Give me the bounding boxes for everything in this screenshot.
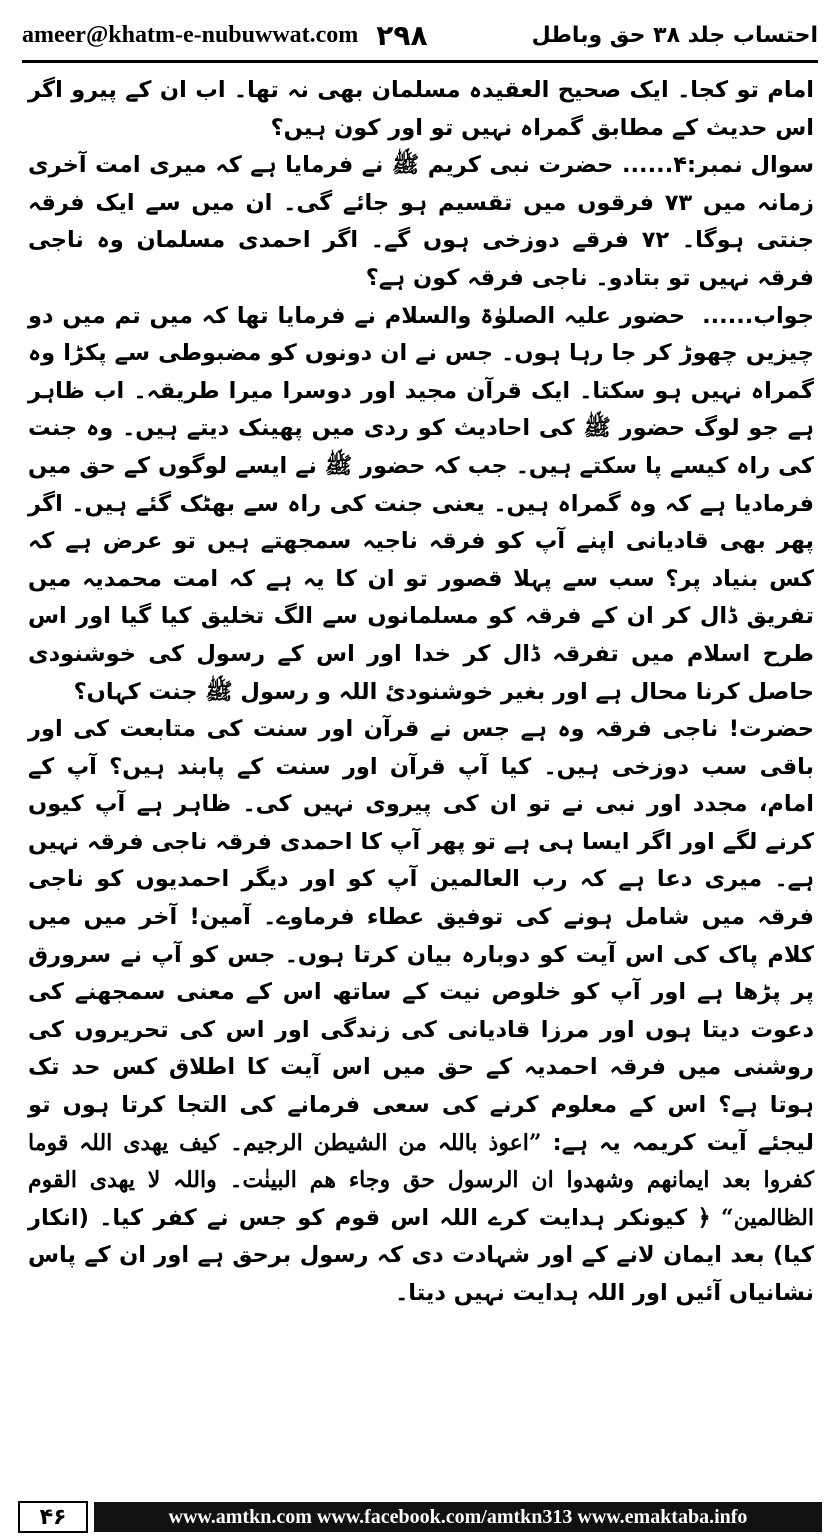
answer-text: حضور علیہ الصلوٰۃ والسلام نے فرمایا تھا کہ میں تم میں دو چیزیں چھوڑ کر جا رہا ہوں۔ جس نے ان دونوں کو مضبوطی سے پکڑا وہ گمراہ نہیں ہو سکتا۔ ایک قرآن مجید اور دوسرا میرا طریقہ۔ اب ظاہر ہے جو لوگ حضور ﷺ کی احادیث کو ردی میں پھینک دیتے ہیں۔ وہ جنت کی راہ کیسے پا سکتے ہیں۔ جب کہ حضور ﷺ نے ایسے لوگوں کے حق میں فرمادیا ہے کہ وہ گمراہ ہیں۔ یعنی جنت کی راہ سے بھٹک گئے ہیں۔ اگر پھر بھی قادیانی اپنے آپ کو فرقہ ناجیہ سمجھتے ہیں تو عرض ہے کہ کس بنیاد پر؟ سب سے پہلا قصور تو ان کا یہ ہے کہ امت محمدیہ میں تفریق ڈال کر ان کے فرقہ کو مسلمانوں سے الگ تخلیق کیا گیا اور اس طرح اسلام میں تفرقہ ڈال کر خدا اور اس کے رسول کی خوشنودی حاصل کرنا محال ہے اور بغیر خوشنودیٔ اللہ و رسول ﷺ جنت کہاں؟ bbox=[28, 302, 814, 705]
header-book-title: احتساب جلد ۳۸ حق وباطل bbox=[531, 22, 818, 48]
header-email: ameer@khatm-e-nubuwwat.com bbox=[22, 21, 359, 48]
page-footer bbox=[18, 1500, 822, 1534]
paragraph-4-text: حضرت! ناجی فرقہ وہ ہے جس نے قرآن اور سنت کی متابعت کی اور باقی سب دوزخی ہیں۔ کیا آپ قرآن اور سنت کے پابند ہیں؟ آپ کے امام، مجدد اور نبی نے تو ان کی پیروی نہیں کی۔ ظاہر ہے آپ کیوں کرنے لگے اور اگر ایسا ہی ہے تو پھر آپ کا احمدی فرقہ ناجی فرقہ نہیں ہے۔ میری دعا ہے کہ رب العالمین آپ کو اور دیگر احمدیوں کو ناجی فرقہ میں شامل ہونے کی توفیق عطاء فرماوے۔ آمین! آخر میں میں کلام پاک کی اس آیت کو دوبارہ بیان کرتا ہوں۔ جس کو آپ نے سرورق پر پڑھا ہے اور آپ کو خلوص نیت کے ساتھ اس کے معنی سمجھنے کی دعوت دیتا ہوں اور مرزا قادیانی کی زندگی اور اس کی تحریروں کی روشنی میں فرقہ احمدیہ کے حق میں اس آیت کا اطلاق کس حد تک ہوتا ہے؟ اس کے معلوم کرنے کی سعی فرمانے کی التجا کرتا ہوں تو لیجئے آیت کریمہ یہ ہے: bbox=[28, 716, 815, 1156]
header-left bbox=[22, 19, 428, 52]
footer-page-number: ۴۶ bbox=[18, 1501, 88, 1533]
verse-translation: ﴿ کیونکر ہدایت کرے اللہ اس قوم کو جس نے کفر کیا۔ (انکار کیا) بعد ایمان لانے کے اور شہادت دی کہ رسول برحق ہے اور ان کے پاس نشانیاں آئیں اور اللہ ہدایت نہیں دیتا۔ bbox=[28, 1204, 814, 1306]
header-rule bbox=[22, 60, 818, 63]
answer-paragraph bbox=[28, 298, 814, 712]
paragraph-4 bbox=[28, 711, 814, 1313]
page-header bbox=[22, 10, 818, 60]
answer-label: جواب...... bbox=[702, 302, 814, 329]
question-text: حضرت نبی کریم ﷺ نے فرمایا ہے کہ میری امت آخری زمانہ میں ۷۳ فرقوں میں تقسیم ہو جائے گی۔ ان میں سے ایک فرقہ جنتی ہوگا۔ ۷۲ فرقے دوزخی ہوں گے۔ اگر احمدی مسلمان وہ ناجی فرقہ نہیں تو بتادو۔ ناجی فرقہ کون ہے؟ bbox=[28, 152, 814, 291]
question-label: سوال نمبر:۴...... bbox=[621, 152, 814, 179]
footer-links: www.amtkn.com www.facebook.com/amtkn313 www.emaktaba.info bbox=[94, 1502, 822, 1532]
question-paragraph bbox=[28, 147, 814, 297]
page-body bbox=[28, 72, 814, 1492]
quran-verse: ”اعوذ باللہ من الشیطن الرجیم۔ کیف یھدی اللہ قوما کفروا بعد ایمانھم وشھدوا ان الرسول حق وجاء ھم البینٰت۔ واللہ لا یھدی القوم الظالمین“ bbox=[28, 1129, 814, 1231]
header-page-number: ۲۹۸ bbox=[376, 18, 428, 52]
paragraph-1: امام تو کجا۔ ایک صحیح العقیدہ مسلمان بھی نہ تھا۔ اب ان کے پیرو اگر اس حدیث کے مطابق گمراہ نہیں تو اور کون ہیں؟ bbox=[28, 77, 814, 141]
